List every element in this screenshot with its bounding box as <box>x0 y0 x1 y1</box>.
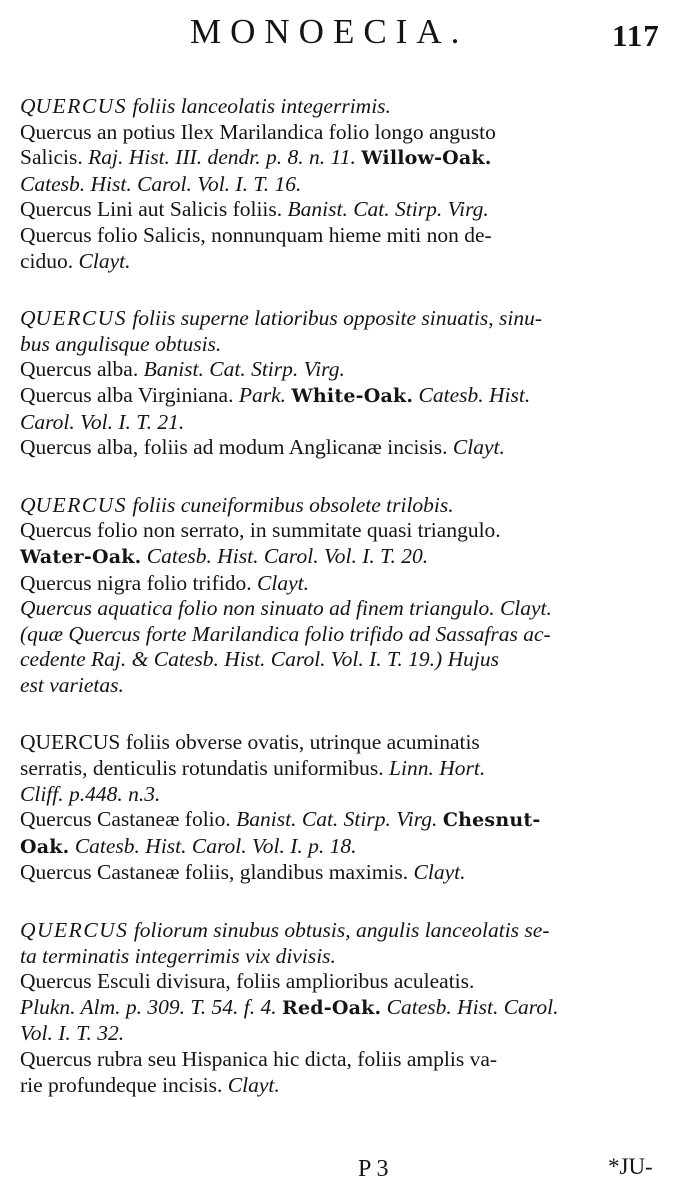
text-line <box>20 197 670 223</box>
text-run: Clayt. <box>413 860 466 885</box>
text-run: Quercus an potius Ilex Marilandica folio longo angusto <box>20 119 496 144</box>
text-line <box>20 435 670 461</box>
common-name: Willow-Oak. <box>361 147 492 170</box>
common-name: Chesnut- <box>442 809 541 832</box>
text-run: Q <box>20 306 36 331</box>
text-line <box>20 807 670 834</box>
text-run: foliis cuneiformibus obsolete trilobis. <box>126 492 454 517</box>
text-line <box>20 834 670 861</box>
text-run: Banist. Cat. Stirp. Virg. <box>287 197 489 222</box>
text-run: Raj. Hist. III. dendr. p. 8. n. 11. <box>88 145 362 170</box>
text-run: Q <box>20 94 36 118</box>
text-run: Quercus alba. <box>20 357 144 382</box>
quercus-entry <box>20 918 670 1098</box>
text-run: Quercus rubra seu Hispanica hic dicta, foliis amplis va- <box>20 1047 498 1071</box>
text-line <box>20 860 670 886</box>
text-line <box>20 172 670 198</box>
quercus-entry <box>20 306 670 461</box>
text-line <box>20 647 670 673</box>
text-run: Quercus aquatica folio non sinuato ad finem triangulo. Clayt. <box>20 596 552 621</box>
text-run: UERCUS <box>35 306 127 331</box>
text-line <box>20 1047 670 1073</box>
text-run: Salicis. <box>20 145 89 170</box>
catchword: *JU- <box>608 1154 653 1179</box>
text-run: ciduo. <box>20 248 79 273</box>
text-run: Clayt. <box>452 435 505 460</box>
text-line <box>20 596 670 622</box>
common-name: Oak. <box>20 835 70 858</box>
text-run: Banist. Cat. Stirp. Virg. <box>236 807 443 832</box>
text-line <box>20 332 670 358</box>
text-line <box>20 782 670 808</box>
text-run: cedente Raj. & Catesb. Hist. Carol. Vol. I. T. 19.) Hujus <box>20 647 499 672</box>
text-run: Quercus folio Salicis, nonnunquam hieme miti non de- <box>20 222 492 247</box>
text-run: (quæ Quercus forte Marilandica folio trifido ad Sassafras ac- <box>20 621 551 646</box>
text-line <box>20 145 670 172</box>
text-run: Carol. Vol. I. T. 21. <box>20 409 185 434</box>
text-line <box>20 518 670 544</box>
text-line <box>20 306 670 332</box>
text-run: Catesb. Hist. Carol. Vol. I. T. 16. <box>20 171 302 196</box>
text-run: Clayt. <box>78 248 131 273</box>
text-run: UERCUS <box>35 492 127 517</box>
text-run: Clayt. <box>227 1072 280 1097</box>
text-run: Quercus Castaneæ folio. <box>20 807 237 832</box>
text-line <box>20 995 670 1022</box>
common-name: Water-Oak. <box>20 545 142 568</box>
text-line <box>20 1073 670 1099</box>
text-line <box>20 1021 670 1047</box>
text-line <box>20 120 670 146</box>
page-number: 117 <box>612 18 660 53</box>
text-line <box>20 944 670 970</box>
text-line <box>20 410 670 436</box>
text-run: Quercus Castaneæ foliis, glandibus maximis. <box>20 860 414 885</box>
text-line <box>20 223 670 249</box>
text-run: bus angulisque obtusis. <box>20 331 222 356</box>
text-run: Quercus folio non serrato, in summitate quasi triangulo. <box>20 518 501 543</box>
text-run: Quercus Esculi divisura, foliis amplioribus aculeatis. <box>20 969 475 994</box>
text-run: foliis lanceolatis integerrimis. <box>126 94 391 118</box>
text-run: Q <box>20 492 36 517</box>
text-line <box>20 249 670 275</box>
signature-mark: P 3 <box>358 1156 389 1182</box>
text-run: Clayt. <box>257 570 310 595</box>
text-line <box>20 571 670 597</box>
text-line <box>20 969 670 995</box>
text-run: QUERCUS <box>20 918 129 943</box>
text-run: ta terminatis integerrimis vix divisis. <box>20 943 336 968</box>
text-line <box>20 918 670 944</box>
species-entries <box>20 94 670 1098</box>
text-run: UERCUS <box>35 94 127 118</box>
text-run: Catesb. Hist. Carol. Vol. I. p. 18. <box>69 833 357 858</box>
text-run: Quercus alba, foliis ad modum Anglicanæ incisis. <box>20 435 453 460</box>
text-line <box>20 622 670 648</box>
text-line <box>20 383 670 410</box>
text-line <box>20 730 670 756</box>
quercus-entry <box>20 730 670 886</box>
text-run: foliis superne latioribus opposite sinuatis, sinu- <box>126 306 543 331</box>
text-line <box>20 544 670 571</box>
text-run: rie profundeque incisis. <box>20 1072 228 1097</box>
text-line <box>20 673 670 699</box>
text-run: Catesb. Hist. Carol. <box>381 994 559 1019</box>
quercus-entry <box>20 493 670 699</box>
text-run: Vol. I. T. 32. <box>20 1021 125 1046</box>
text-line <box>20 94 670 120</box>
text-run: Catesb. Hist. Carol. Vol. I. T. 20. <box>141 543 429 568</box>
common-name: White-Oak. <box>291 384 414 407</box>
text-line <box>20 493 670 519</box>
text-run: Cliff. p.448. n.3. <box>20 781 161 806</box>
text-run: Catesb. Hist. <box>413 382 531 407</box>
common-name: Red-Oak. <box>281 996 382 1019</box>
text-run: Banist. Cat. Stirp. Virg. <box>143 357 345 382</box>
quercus-entry <box>20 94 670 274</box>
text-run: Park. <box>238 382 292 407</box>
text-run: Quercus nigra folio trifido. <box>20 570 258 595</box>
text-run: Linn. Hort. <box>389 756 486 781</box>
text-run: QUERCUS foliis obverse ovatis, utrinque acuminatis <box>20 730 480 755</box>
running-head: MONOECIA. <box>190 12 469 51</box>
text-run: serratis, denticulis rotundatis uniformibus. <box>20 756 390 781</box>
text-run: Quercus alba Virginiana. <box>20 382 239 407</box>
text-line <box>20 357 670 383</box>
text-run: est varietas. <box>20 672 124 697</box>
text-run: Quercus Lini aut Salicis foliis. <box>20 197 288 222</box>
text-line <box>20 756 670 782</box>
text-run: Plukn. Alm. p. 309. T. 54. f. 4. <box>20 994 282 1019</box>
text-run: foliorum sinubus obtusis, angulis lanceolatis se- <box>128 918 550 943</box>
